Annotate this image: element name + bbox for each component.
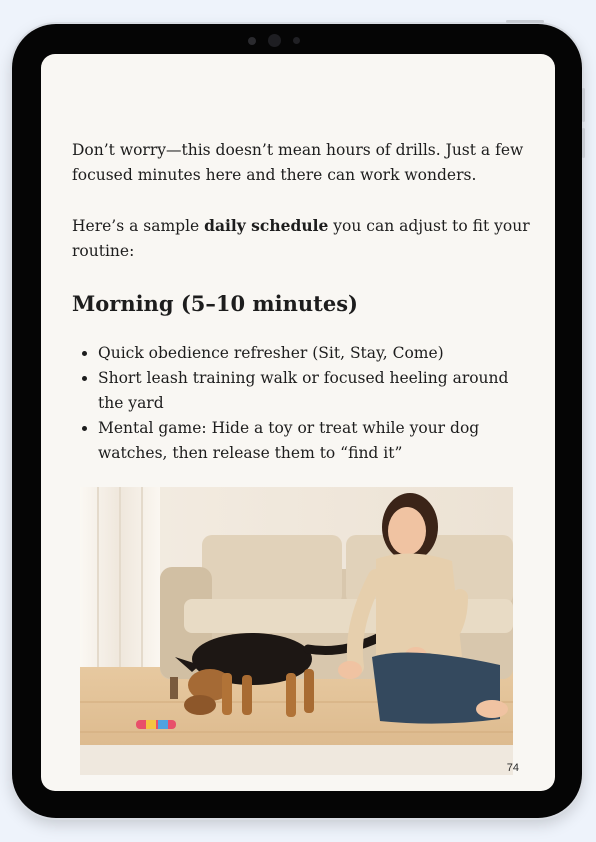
front-camera (268, 34, 281, 47)
section-heading: Morning (5–10 minutes) (72, 291, 358, 316)
paragraph-intro (72, 138, 532, 188)
side-button-upper[interactable] (582, 88, 585, 122)
paragraph-schedule (72, 213, 532, 264)
volume-button[interactable] (506, 20, 544, 23)
paragraph-schedule-text-start: Here’s a sample (72, 217, 205, 235)
camera-bar (12, 34, 582, 48)
screen (41, 54, 555, 791)
paragraph-intro-text: Don’t worry—this doesn’t mean hours of drills. Just a few focused minutes here and there can work wonders. (72, 141, 524, 184)
tablet-frame (12, 24, 582, 818)
paragraph-schedule-text-end: you can adjust to fit your routine: (72, 217, 530, 260)
page-content (72, 138, 532, 466)
sensor-dot-right (293, 37, 300, 44)
bullet-list (72, 341, 532, 466)
list-item: • Mental game: Hide a toy or treat while your dog watches, then release them to “find it” (98, 416, 532, 466)
illustration-dog-training (80, 487, 513, 775)
page-number: 74 (506, 762, 519, 774)
list-item: • Quick obedience refresher (Sit, Stay, Come) (98, 341, 532, 366)
list-item: • Short leash training walk or focused heeling around the yard (98, 366, 532, 416)
paragraph-schedule-bold: daily schedule (204, 216, 329, 235)
side-button-lower[interactable] (582, 128, 585, 158)
sensor-dot-left (248, 37, 256, 45)
